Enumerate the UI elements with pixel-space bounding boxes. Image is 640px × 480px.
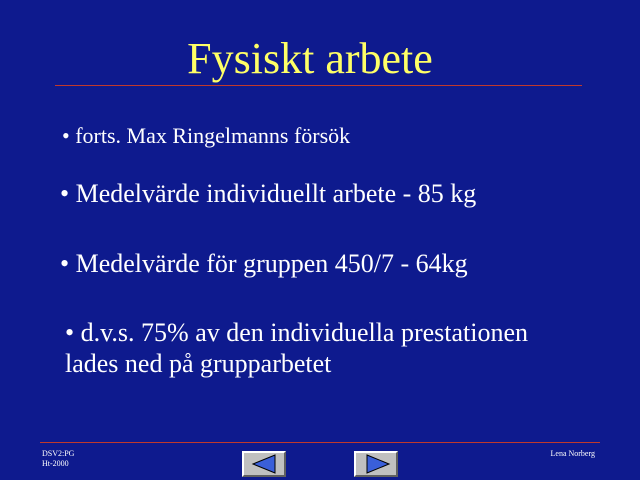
bullet-line: lades ned på grupparbetet: [65, 349, 332, 378]
triangle-left-icon: [244, 453, 284, 475]
footer-course-code: DSV2:PG: [42, 449, 75, 458]
footer-author: Lena Norberg: [550, 449, 595, 458]
footer-divider: [40, 442, 600, 443]
bullet-item: • Medelvärde för gruppen 450/7 - 64kg: [60, 249, 468, 278]
bullet-item: • Medelvärde individuellt arbete - 85 kg: [60, 179, 477, 208]
footer-term: Ht-2000: [42, 459, 69, 468]
footer-course: [42, 449, 74, 469]
slide-title: Fysiskt arbete: [187, 34, 433, 83]
bullet-line: • d.v.s. 75% av den individuella prestationen: [65, 318, 529, 347]
next-slide-button[interactable]: [354, 451, 398, 477]
bullet-item: • forts. Max Ringelmanns försök: [62, 123, 351, 148]
triangle-right-icon: [356, 453, 396, 475]
bullet-item: [65, 317, 605, 379]
title-divider: [55, 85, 582, 86]
previous-slide-button[interactable]: [242, 451, 286, 477]
